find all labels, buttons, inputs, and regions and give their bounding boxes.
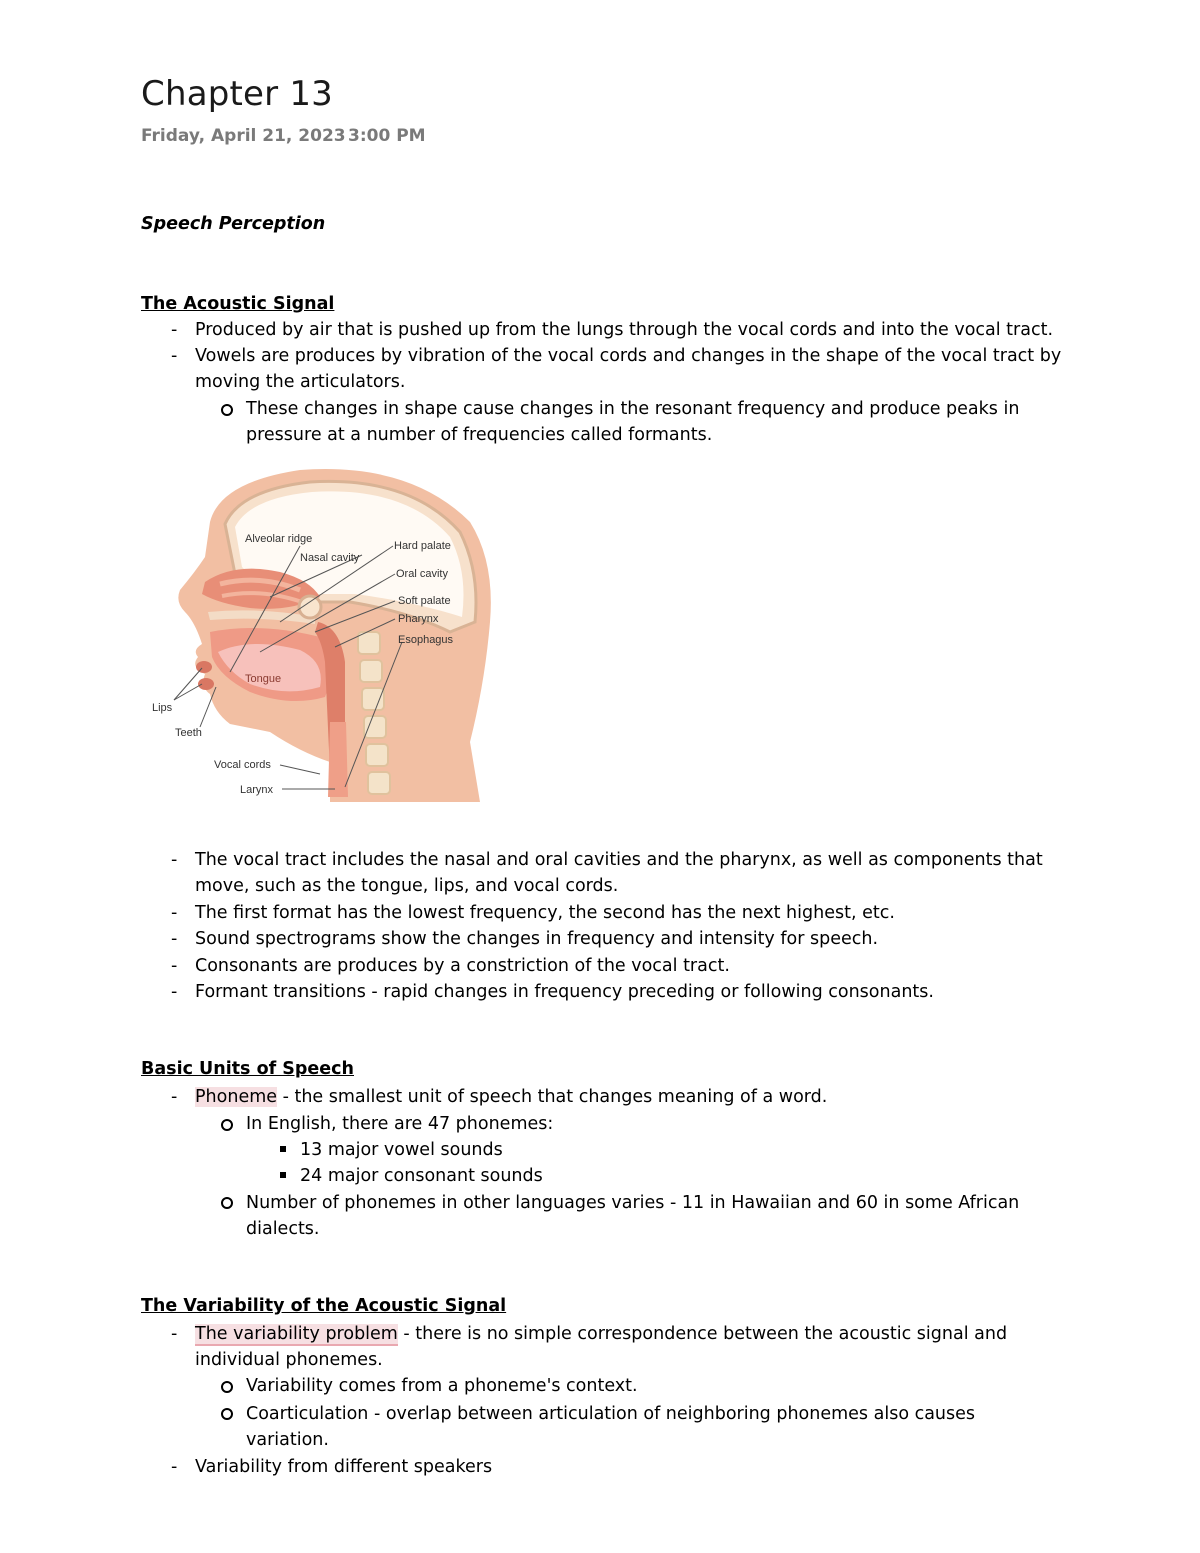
label-esophagus: Esophagus [398, 634, 454, 646]
sub-bullet-text: These changes in shape cause changes in the resonant frequency and produce peaks in [246, 399, 1020, 419]
vocal-tract-anatomy-figure [150, 462, 500, 807]
bullet-text [195, 1084, 827, 1110]
sub-bullet-text: In English, there are 47 phonemes: [246, 1114, 554, 1134]
bullet-text-rest: - there is no simple correspondence between the acoustic signal and [397, 1324, 1008, 1344]
label-nasal-cavity: Nasal cavity [300, 552, 360, 564]
sub-bullet-text-cont: variation. [246, 1430, 329, 1450]
bullet-dash: - [171, 903, 178, 923]
bullet-text: Vowels are produces by vibration of the vocal cords and changes in the shape of the vocal tract by [195, 346, 1062, 366]
sub-bullet-text-cont: dialects. [246, 1219, 320, 1239]
page-title: Chapter 13 [141, 74, 334, 114]
label-alveolar-ridge: Alveolar ridge [245, 533, 313, 545]
label-hard-palate: Hard palate [394, 540, 451, 552]
circle-bullet-icon [221, 1381, 233, 1393]
section-heading-basic-units: Basic Units of Speech [141, 1059, 354, 1079]
bullet-text-cont: moving the articulators. [195, 372, 406, 392]
label-oral-cavity: Oral cavity [396, 568, 448, 580]
bullet-text: The vocal tract includes the nasal and oral cavities and the pharynx, as well as components that [195, 850, 1043, 870]
bullet-dash: - [171, 346, 178, 366]
bullet-text: Consonants are produces by a constriction of the vocal tract. [195, 956, 730, 976]
sub-bullet-text: Number of phonemes in other languages varies - 11 in Hawaiian and 60 in some African [246, 1193, 1020, 1213]
label-pharynx: Pharynx [398, 613, 439, 625]
label-tongue: Tongue [245, 673, 282, 685]
bullet-text-cont: move, such as the tongue, lips, and vocal cords. [195, 876, 619, 896]
page-time: 3:00 PM [348, 126, 426, 146]
label-teeth: Teeth [175, 727, 202, 739]
page-date: Friday, April 21, 2023 [141, 126, 346, 146]
bullet-dash: - [171, 1457, 178, 1477]
bullet-text: Formant transitions - rapid changes in frequency preceding or following consonants. [195, 982, 934, 1002]
section-heading-acoustic-signal: The Acoustic Signal [141, 294, 335, 314]
highlighted-term: Phoneme [195, 1087, 278, 1107]
square-bullet-icon [280, 1146, 286, 1152]
bullet-dash: - [171, 320, 178, 340]
circle-bullet-icon [221, 1408, 233, 1420]
bullet-text-cont: individual phonemes. [195, 1350, 383, 1370]
sub-bullet-text: Variability comes from a phoneme's context. [246, 1376, 638, 1396]
bullet-text: The first format has the lowest frequency, the second has the next highest, etc. [195, 903, 895, 923]
circle-bullet-icon [221, 1197, 233, 1209]
label-soft-palate: Soft palate [398, 595, 451, 607]
label-lips: Lips [152, 702, 173, 714]
sub-bullet-text-cont: pressure at a number of frequencies called formants. [246, 425, 713, 445]
section-heading-variability: The Variability of the Acoustic Signal [141, 1296, 507, 1316]
bullet-text: Variability from different speakers [195, 1457, 493, 1477]
highlighted-term: The variability problem [195, 1324, 398, 1344]
circle-bullet-icon [221, 1119, 233, 1131]
bullet-dash: - [171, 982, 178, 1002]
label-larynx: Larynx [240, 784, 274, 796]
label-vocal-cords: Vocal cords [214, 759, 271, 771]
bullet-dash: - [171, 956, 178, 976]
bullet-text: Sound spectrograms show the changes in frequency and intensity for speech. [195, 929, 879, 949]
bullet-dash: - [171, 1324, 178, 1344]
bullet-dash: - [171, 850, 178, 870]
circle-bullet-icon [221, 404, 233, 416]
sub-bullet-text: Coarticulation - overlap between articulation of neighboring phonemes also causes [246, 1404, 976, 1424]
sub-sub-bullet-text: 24 major consonant sounds [300, 1166, 543, 1186]
bullet-text-rest: - the smallest unit of speech that changes meaning of a word. [277, 1087, 828, 1107]
square-bullet-icon [280, 1172, 286, 1178]
bullet-dash: - [171, 1087, 178, 1107]
bullet-dash: - [171, 929, 178, 949]
sub-sub-bullet-text: 13 major vowel sounds [300, 1140, 503, 1160]
bullet-text [195, 1321, 1007, 1347]
bullet-text: Produced by air that is pushed up from the lungs through the vocal cords and into the vocal tract. [195, 320, 1054, 340]
topic-heading: Speech Perception [141, 214, 326, 234]
